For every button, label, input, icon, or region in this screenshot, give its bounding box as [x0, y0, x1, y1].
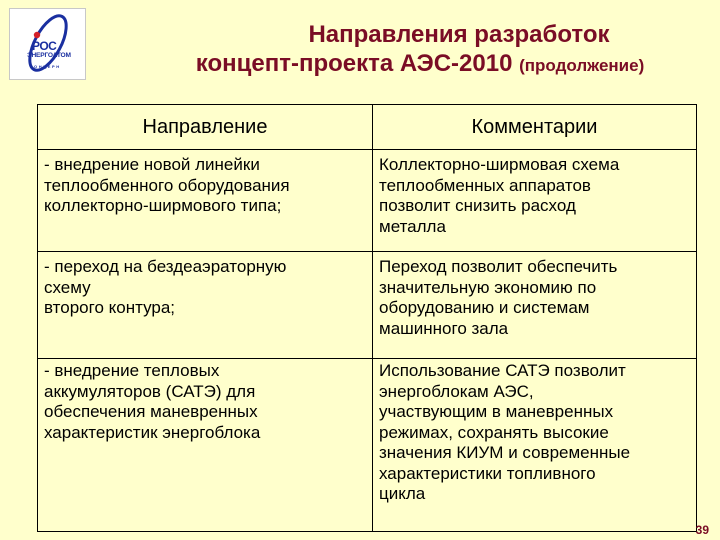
logo-text-energoatom: ЭНЕРГОАТОМ [27, 52, 71, 59]
cell-line: обеспечения маневренных [44, 402, 258, 421]
cell-line: металла [379, 216, 446, 236]
cell-line: - переход на бездеаэраторную [44, 257, 287, 276]
table-header-row [38, 105, 697, 150]
comment-cell [373, 252, 697, 359]
slide-title [140, 20, 700, 80]
title-line-1: Направления разработок [308, 21, 610, 48]
logo-text-ros: РОС [32, 39, 57, 53]
cell-line: - внедрение тепловых [44, 361, 220, 380]
cell-line: характеристик энергоблока [44, 422, 261, 442]
cell-line: теплообменного оборудования [44, 175, 290, 195]
cell-line: Переход позволит обеспечить [379, 257, 618, 276]
cell-line: машинного зала [379, 318, 509, 338]
table-row [38, 150, 697, 252]
comment-cell [373, 150, 697, 252]
table-row [38, 252, 697, 359]
direction-cell [38, 150, 373, 252]
header-direction: Направление [38, 105, 373, 150]
cell-line: оборудованию и системам [379, 298, 590, 317]
table-row [38, 359, 697, 532]
title-suffix: (продолжение) [519, 56, 645, 75]
directions-table [37, 104, 697, 532]
cell-line: позволит снизить расход [379, 196, 576, 215]
rosenergoatom-logo [9, 8, 86, 80]
header-comments: Комментарии [373, 105, 697, 150]
cell-line: коллекторно-ширмового типа; [44, 196, 282, 215]
cell-line: схему [44, 277, 91, 297]
cell-line: цикла [379, 484, 426, 503]
direction-cell [38, 252, 373, 359]
cell-line: значения КИУМ и современные [379, 443, 631, 462]
title-main: концепт-проекта АЭС-2010 [195, 50, 513, 77]
cell-line: теплообменных аппаратов [379, 175, 591, 195]
cell-line: участвующим в маневренных [379, 402, 614, 421]
cell-line: Использование САТЭ позволит [379, 361, 626, 380]
cell-line: режимах, сохранять высокие [379, 422, 609, 442]
comment-cell [373, 359, 697, 532]
cell-line: - внедрение новой линейки [44, 155, 260, 174]
page-number: 39 [695, 523, 709, 537]
logo-text-concern: КОНЦЕРН [30, 64, 61, 69]
cell-line: энергоблокам АЭС, [379, 381, 534, 401]
cell-line: Коллекторно-ширмовая схема [379, 155, 620, 174]
cell-line: второго контура; [44, 298, 176, 317]
cell-line: характеристики топливного [379, 463, 596, 483]
title-line-2 [140, 49, 700, 80]
cell-line: аккумуляторов (САТЭ) для [44, 381, 256, 401]
direction-cell [38, 359, 373, 532]
cell-line: значительную экономию по [379, 277, 597, 297]
